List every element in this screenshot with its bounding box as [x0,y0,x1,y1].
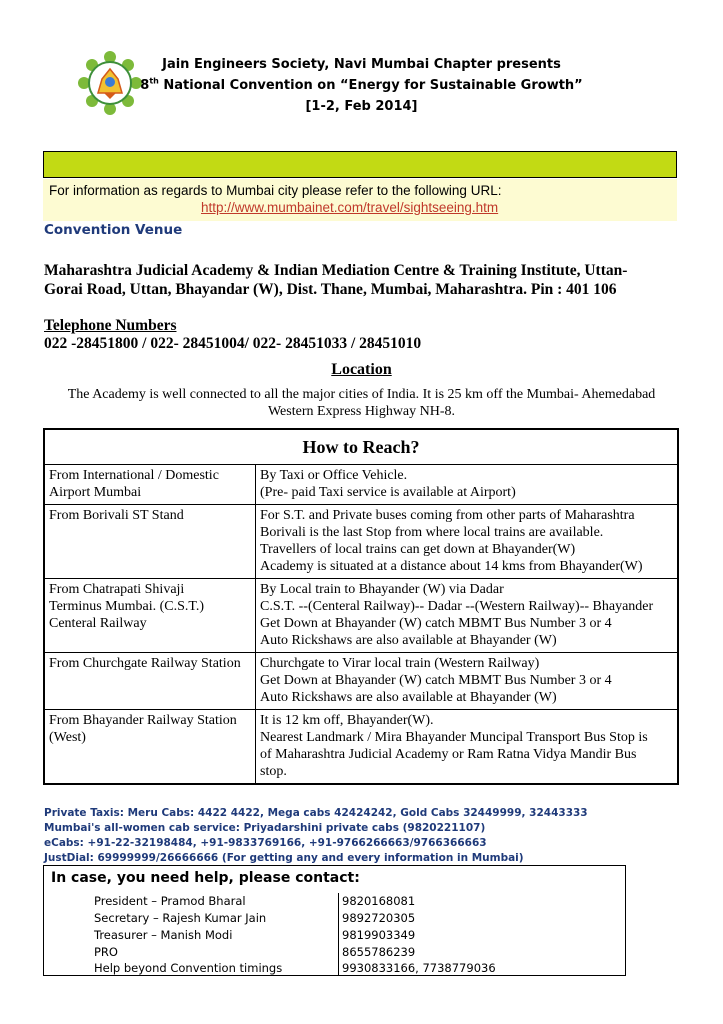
direction-line: stop. [260,764,287,779]
location-description [40,386,683,420]
header-line-1: Jain Engineers Society, Navi Mumbai Chapter presents [162,57,561,72]
justdial-line: JustDial: 69999999/26666666 (For getting any and every information in Mumbai) [44,852,524,864]
direction-line: Get Down at Bhayander (W) catch MBMT Bus Number 3 or 4 [260,673,612,688]
contact-role: Help beyond Convention timings [94,961,283,975]
help-contacts-box [43,865,626,976]
directions-cell [256,505,679,579]
location-line-2: Western Express Highway NH-8. [267,404,456,419]
cab-services-info [44,806,588,866]
header-ordinal-suffix: th [149,76,159,86]
origin-line: From Chatrapati Shivaji [49,582,185,597]
origin-cell [44,653,256,710]
women-cab-line: Mumbai's all-women cab service: Priyadarshini private cabs (9820221107) [44,822,486,834]
table-row [44,465,678,505]
origin-line: From Borivali ST Stand [49,508,184,523]
green-banner [43,151,677,178]
origin-line: (West) [49,730,86,745]
direction-line: Nearest Landmark / Mira Bhayander Muncipal Transport Bus Stop is [260,730,648,745]
table-header-row [44,429,678,465]
direction-line: By Taxi or Office Vehicle. [260,468,408,483]
header-line-3: [1-2, Feb 2014] [305,99,418,114]
direction-line: Auto Rickshaws are also available at Bhayander (W) [260,633,557,648]
origin-cell [44,710,256,785]
telephone-numbers: 022 -28451800 / 022- 28451004/ 022- 28451033 / 28451010 [44,335,422,352]
directions-cell [256,465,679,505]
contact-phone: 8655786239 [342,945,416,959]
contact-role: Secretary – Rajesh Kumar Jain [94,911,267,925]
private-taxis-line: Private Taxis: Meru Cabs: 4422 4422, Mega cabs 42424242, Gold Cabs 32449999, 32443333 [44,807,588,819]
how-to-reach-table [43,428,679,785]
ecabs-line: eCabs: +91-22-32198484, +91-9833769166, +91-9766266663/9766366663 [44,837,487,849]
directions-cell [256,579,679,653]
direction-line: of Maharashtra Judicial Academy or Ram Ratna Vidya Mandir Bus [260,747,637,762]
direction-line: Churchgate to Virar local train (Western Railway) [260,656,540,671]
contact-role: PRO [94,945,118,959]
direction-line: For S.T. and Private buses coming from other parts of Maharashtra [260,508,635,523]
contact-phone: 9819903349 [342,928,416,942]
origin-cell [44,465,256,505]
contact-role: President – Pramod Bharal [94,894,246,908]
column-divider [338,893,339,976]
direction-line: It is 12 km off, Bhayander(W). [260,713,434,728]
info-box [43,179,677,221]
document-header [0,54,723,117]
direction-line: Academy is situated at a distance about 14 kms from Bhayander(W) [260,559,643,574]
telephone-label: Telephone Numbers [44,317,177,334]
table-row [44,710,678,785]
direction-line: (Pre- paid Taxi service is available at Airport) [260,485,516,500]
directions-cell [256,653,679,710]
table-row [44,579,678,653]
help-title: In case, you need help, please contact: [51,870,360,886]
venue-address [44,261,684,299]
origin-line: From Churchgate Railway Station [49,656,241,671]
direction-line: C.S.T. --(Centeral Railway)-- Dadar --(Western Railway)-- Bhayander [260,599,654,614]
directions-cell [256,710,679,785]
origin-line: Centeral Railway [49,616,147,631]
direction-line: Auto Rickshaws are also available at Bhayander (W) [260,690,557,705]
header-convention-title: National Convention on “Energy for Sustainable Growth” [158,78,583,93]
origin-line: Terminus Mumbai. (C.S.T.) [49,599,205,614]
direction-line: By Local train to Bhayander (W) via Dadar [260,582,504,597]
contact-phone: 9820168081 [342,894,416,908]
contact-phone: 9892720305 [342,911,416,925]
origin-line: From International / Domestic [49,468,219,483]
convention-venue-title: Convention Venue [44,222,183,238]
how-to-reach-title: How to Reach? [44,429,678,465]
contact-role: Treasurer – Manish Modi [94,928,233,942]
info-text: For information as regards to Mumbai city please refer to the following URL: [49,183,502,198]
header-ordinal: 8 [140,78,150,93]
table-row [44,505,678,579]
origin-line: From Bhayander Railway Station [49,713,237,728]
origin-line: Airport Mumbai [49,485,142,500]
contact-phone: 9930833166, 7738779036 [342,961,496,975]
origin-cell [44,579,256,653]
location-line-1: The Academy is well connected to all the major cities of India. It is 25 km off the Mumbai- Ahemedabad [67,387,656,402]
venue-line-2: Gorai Road, Uttan, Bhayandar (W), Dist. Thane, Mumbai, Maharashtra. Pin : 401 106 [44,281,617,298]
table-row [44,653,678,710]
sightseeing-link[interactable]: http://www.mumbainet.com/travel/sightseeing.htm [201,200,499,215]
direction-line: Borivali is the last Stop from where local trains are available. [260,525,604,540]
header-line-2 [0,75,723,96]
direction-line: Get Down at Bhayander (W) catch MBMT Bus Number 3 or 4 [260,616,612,631]
venue-line-1: Maharashtra Judicial Academy & Indian Mediation Centre & Training Institute, Uttan- [44,262,628,279]
direction-line: Travellers of local trains can get down at Bhayander(W) [260,542,576,557]
location-heading: Location [331,361,392,378]
origin-cell [44,505,256,579]
